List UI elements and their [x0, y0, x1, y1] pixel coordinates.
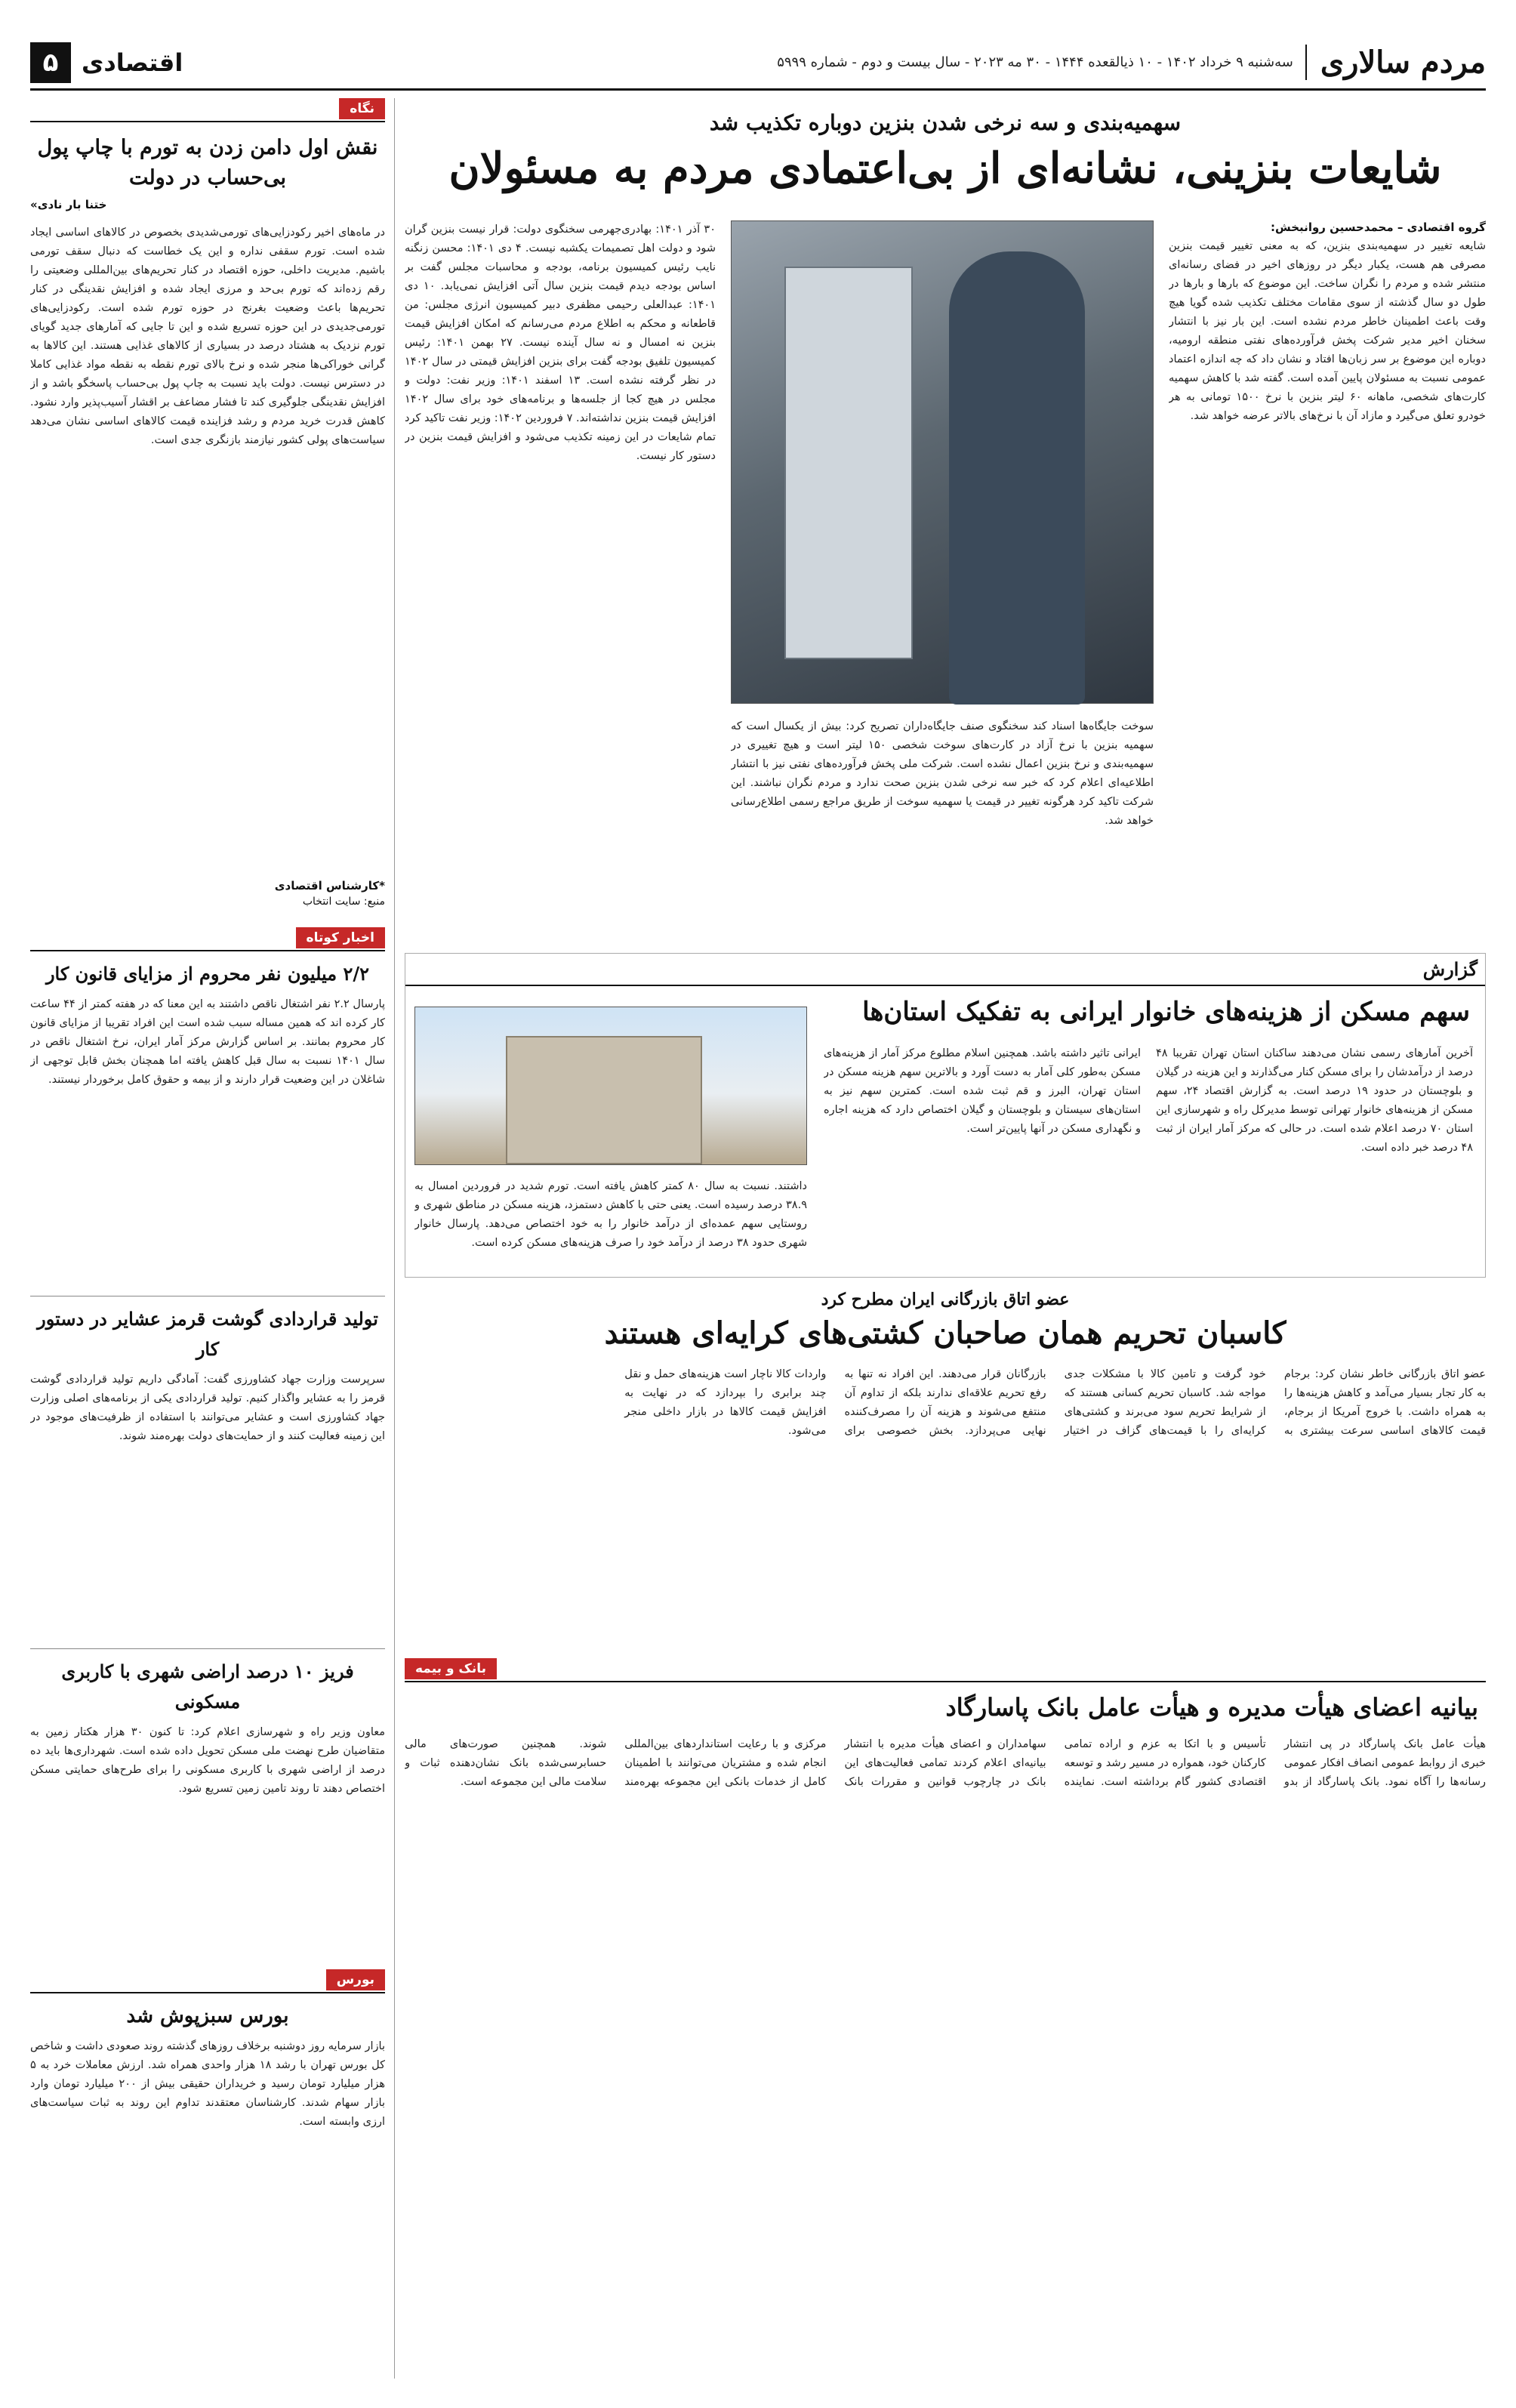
fuel-pump-shape — [784, 267, 913, 659]
brief3-divider — [30, 1648, 385, 1649]
chamber-body: عضو اتاق بازرگانی خاطر نشان کرد: برجام به کار تجار بسیار می‌آمد و کاهش هزینه‌ها را به همراه داشت. با خروج آمریکا از برجام، قیمت کالاهای اساسی سرعت بیشتری به خود گرفت و تامین کالا با مشکلات جدی مواجه شد. کاسبان تحریم کسانی هستند که از شرایط تحریم سود می‌برند و کشتی‌های کرایه‌ای را با قیمت‌های گزاف در اختیار بازرگانان قرار می‌دهند. این افراد نه تنها به رفع تحریم علاقه‌ای ندارند بلکه از تداوم آن منتفع می‌شوند و هزینه آن را مصرف‌کننده نهایی می‌پردازد. بخش خصوصی برای واردات کالا ناچار است هزینه‌های حمل و نقل چند برابری را بپردازد که در نهایت به افزایش قیمت کالاها در بازار داخلی منجر می‌شود. — [624, 1368, 1486, 1437]
report-body-b: ایرانی تاثیر داشته باشد. همچنین اسلام مطلوع مرکز آمار از هزینه‌های مسکن به‌طور کلی آمار به دست آورد و بالاترین سهم هزینه مسکن در استان تهران، البرز و قم ثبت شده است. کمترین سهم نیز به استان‌های سیستان و بلوچستان و گیلان اختصاص دارد که هزینه اجاره و نگهداری مسکن در آنها پایین‌تر است. — [824, 1047, 1141, 1135]
page-number: ۵ — [30, 42, 71, 83]
brand-logo: مردم سالاری — [1305, 45, 1486, 80]
bank-tag-row — [405, 1658, 1486, 1679]
brief1-body: پارسال ۲.۲ نفر اشتغال ناقص داشتند به این معنا که در هفته کمتر از ۴۴ ساعت کار کرده اند که همین مساله سبب شده است این افراد تقریبا از مزایای قانون کار محروم بمانند. بر اساس گزارش مرکز آمار ایران، نرخ اشتغال ناقص در سال ۱۴۰۱ نسبت به سال قبل کاهش یافته اما همچنان بخش قابل توجهی از شاغلان در این وضعیت قرار دارند و از بیمه و حقوق کامل برخوردار نیستند. — [30, 998, 385, 1086]
brief1-title: ۲/۲ میلیون نفر محروم از مزایای قانون کار — [45, 963, 370, 985]
section-name: اقتصادی — [82, 48, 183, 77]
masthead-section-group — [30, 42, 183, 83]
report-body-c: داشتند. نسبت به سال ۸۰ کمتر کاهش یافته است. تورم شدید در فروردین امسال به ۳۸.۹ درصد رسیده است. یعنی حتی با کاهش دستمزد، هزینه مسکن در مناطق شهری و روستایی سهم عمده‌ای از درآمد خانوار را به خود اختصاص می‌دهد. پارسال خانوار شهری حدود ۳۸ درصد از درآمد خود را صرف هزینه‌های مسکن کرده است. — [414, 1180, 807, 1249]
note-author: ختنا بار نادی» — [30, 198, 107, 211]
person-silhouette — [949, 251, 1085, 705]
brief2-title: تولید قراردادی گوشت قرمز عشایر در دستور کار — [37, 1308, 378, 1360]
report-body-a: آخرین آمارهای رسمی نشان می‌دهند ساکنان استان تهران تقریبا ۴۸ درصد از درآمدشان را برای مسکن کنار می‌گذارند و این هزینه در گیلان و بلوچستان در حدود ۱۹ درصد است. به گزارش اقتصاد ۲۴، سهم مسکن از هزینه‌های خانوار تهرانی توسط مدیرکل راه و شهرسازی این استان ۷۰ درصد اعلام شده است. در حالی که مرکز آمار ایران از ثبت ۴۸ درصد خبر داده است. — [1156, 1047, 1473, 1154]
bank-body: هیأت عامل بانک پاسارگاد در پی انتشار خبری از روابط عمومی انصاف افکار عمومی رسانه‌ها را آگاه نمود. بانک پاسارگاد از بدو تأسیس و با اتکا به عزم و اراده تمامی کارکنان خود، همواره در مسیر رشد و توسعه اقتصادی کشور گام برداشته است. نماینده سهامداران و اعضای هیأت مدیره با انتشار بیانیه‌ای اعلام کردند تمامی فعالیت‌های این بانک در چارچوب قوانین و مقررات بانک مرکزی و با رعایت استانداردهای بین‌المللی انجام شده و مشتریان می‌توانند با اطمینان کامل از خدمات بانکی این مجموعه بهره‌مند شوند. همچنین صورت‌های مالی حسابرسی‌شده بانک نشان‌دهنده ثبات و سلامت مالی این مجموعه است. — [405, 1738, 1486, 1788]
brief-rule — [30, 950, 385, 951]
bourse-tag: بورس — [326, 1969, 385, 1990]
note-title: نقش اول دامن زدن به تورم با چاپ پول بی‌حساب در دولت — [37, 136, 378, 190]
brief-tag-row — [30, 927, 385, 948]
brief3-body: معاون وزیر راه و شهرسازی اعلام کرد: تا کنون ۳۰ هزار هکتار زمین به متقاضیان طرح نهضت ملی مسکن تحویل داده شده است. شهرداری‌ها باید ده درصد از اراضی شهری با کاربری مسکونی را برای طرح‌های حمایتی مسکن اختصاص دهند تا روند تامین زمین تسریع شود. — [30, 1726, 385, 1795]
lead-col-right — [1169, 220, 1486, 938]
note-tag-row — [30, 98, 385, 119]
bourse-rule — [30, 1992, 385, 1993]
bourse-title: بورس سبزپوش شد — [126, 2005, 289, 2027]
report-tag-row — [405, 954, 1485, 986]
lead-body-a: شایعه تغییر در سهمیه‌بندی بنزین، که به معنی تغییر قیمت بنزین مصرفی هم هست، یکبار دیگر در روزهای اخیر در فضای رسانه‌ای منتشر شده و مردم را نگران ساخت. این موضوع که بارها و بارها در طول دو سال گذشته از سوی مقامات مختلف تکذیب شده گویا هیچ وقت باعث اطمینان خاطر مردم نشده است. این بار نیز با انتشار سخنان اخیر مدیر شرکت پخش فرآورده‌های نفتی منطقه ارومیه، دوباره این موضوع بر سر زبان‌ها افتاد و نشان داد که چه اندازه اعتماد عمومی نسبت به مسئولان پایین آمده است. گفته شد با کاهش سهمیه کارت‌های شخصی، ماهانه ۶۰ لیتر بنزین با نرخ ۱۵۰۰ تومانی به هر خودرو تعلق می‌گیرد و مازاد آن با نرخ‌های بالاتر عرضه خواهد شد. — [1169, 240, 1486, 422]
report-photo-buildings — [414, 1007, 807, 1165]
bank-rule — [405, 1681, 1486, 1682]
bourse-tag-row — [30, 1969, 385, 1990]
masthead — [30, 36, 1486, 91]
lead-body-b: سوخت جایگاه‌ها اسناد کند سخنگوی صنف جایگاه‌داران تصریح کرد: بیش از یکسال است که سهمیه بنزین با نرخ آزاد در کارت‌های سوخت شخصی ۱۵۰ لیتر است و هیچ تغییری در سهمیه‌بندی و نرخ بنزین اعمال نشده است. شرکت ملی پخش فرآورده‌های نفتی نیز با انتشار اطلاعیه‌ای اعلام کرد که خبر سه نرخی شدن بنزین صحت ندارد و مردم نگران نباشند. این شرکت تاکید کرد هرگونه تغییر در قیمت یا سهمیه سوخت از طریق مراجع رسمی اطلاع‌رسانی خواهد شد. — [731, 720, 1154, 827]
building-shape — [506, 1036, 702, 1164]
brief-tag: اخبار کوتاه — [296, 927, 385, 948]
sidebar-divider — [394, 98, 395, 2379]
dateline: سه‌شنبه ۹ خرداد ۱۴۰۲ - ۱۰ ذیالقعده ۱۴۴۴ - ۳۰ مه ۲۰۲۳ - سال بیست و دوم - شماره ۵۹۹۹ — [777, 54, 1293, 70]
lead-headline: شایعات بنزینی، نشانه‌ای از بی‌اعتمادی مردم به مسئولان — [448, 143, 1442, 193]
report-box — [405, 953, 1486, 1278]
report-headline: سهم مسکن از هزینه‌های خانوار ایرانی به تفکیک استان‌ها — [862, 997, 1470, 1027]
note-body: در ماه‌های اخیر رکودزایی‌های تورمی‌شدیدی بخصوص در کالاهای اساسی ایجاد شده است. تورم سقفی نداره و این یک خطاست که دنبال سقف تورمی باشیم. مدیریت داخلی، حوزه اقتصاد در کنار تحریم‌های بین‌المللی وضعیتی را رقم زده‌اند که تورم بی‌حد و مرزی ایجاد شده و افزایش نقدینگی در کنار تحریم‌ها باعث وضعیت بغرنج در حوزه تورم شده است. رکودزایی‌های تورمی‌جدیدی در این حوزه تسریع شده و این تا جایی که آمارهای جدید گویای تورم نزدیک به هشتاد درصد در بسیاری از کالاهای غذایی هستند. این کالاها به گرانی خوراکی‌ها منجر شده و نرخ بالای تورم نقطه به نقطه مواد غذایی کاملا در دسترس نیست. دولت باید نسبت به چاپ پول بی‌حساب پاسخگو باشد و از افزایش نقدینگی جلوگیری کند تا فشار مضاعف بر اقشار آسیب‌پذیر وارد نشود. کاهش قدرت خرید مردم و رشد فزاینده قیمت کالاهای اساسی نشان می‌دهد سیاست‌های پولی کشور نیازمند بازنگری جدی است. — [30, 227, 385, 446]
report-tag: گزارش — [1422, 958, 1477, 980]
bourse-body: بازار سرمایه روز دوشنبه برخلاف روزهای گذشته روند صعودی داشت و شاخص کل بورس تهران با رشد ۱۸ هزار واحدی همراه شد. ارزش معاملات خرد به ۵ هزار میلیارد تومان رسید و خریداران حقیقی بیش از ۲۰۰ میلیارد تومان وارد بازار سهام شدند. کارشناسان معتقدند تداوم این روند به ثبات سیاست‌های ارزی وابسته است. — [30, 2040, 385, 2128]
lead-body-c: ۳۰ آذر ۱۴۰۱: بهادری‌جهرمی سخنگوی دولت: قرار نیست بنزین گران شود و دولت اهل تصمیمات یکشبه نیست. ۴ دی ۱۴۰۱: محسن زنگنه نایب رئیس کمیسیون برنامه، بودجه و محاسبات مجلس گفت بر اساس بودجه دیدم قیمت بنزین سال آتی افزایش نمی‌یابد. ۱۰ دی ۱۴۰۱: عبدالعلی رحیمی مظفری دبیر کمیسیون انرژی مجلس: من قاطعانه و محکم به اطلاع مردم می‌رسانم که امکان افزایش قیمت بنزین نه امسال و نه سال آینده نیست. ۲۷ بهمن ۱۴۰۱: رئیس کمیسیون تلفیق بودجه گفت برای بنزین افزایش قیمتی در سال ۱۴۰۲ در نظر گرفته نشده است. ۱۳ اسفند ۱۴۰۱: وزیر نفت: دولت و مجلس در هیچ کجا از جلسه‌ها و برنامه‌های خود برای سال ۱۴۰۲ افزایش قیمت بنزین نداشته‌اند. ۷ فروردین ۱۴۰۲: وزیر نفت تاکید کرد تمام شایعات در این زمینه تکذیب می‌شود و افزایش قیمت بنزین در دستور کار نیست. — [405, 224, 716, 462]
lead-kicker: سهمیه‌بندی و سه نرخی شدن بنزین دوباره تکذیب شد — [709, 110, 1182, 135]
lead-story — [405, 106, 1486, 944]
bank-story — [405, 1658, 1486, 2383]
note-sign: *کارشناس اقتصادی — [274, 879, 385, 893]
lead-photo-fuel-station — [731, 220, 1154, 704]
note-source: منبع: سایت انتخاب — [302, 896, 385, 908]
brief2-body: سرپرست وزارت جهاد کشاورزی گفت: آمادگی داریم تولید قراردادی گوشت قرمز را به عشایر واگذار کنیم. تولید قراردادی یکی از برنامه‌های اصلی وزارت جهاد کشاورزی است و عشایر می‌توانند با استفاده از ظرفیت‌های موجود در این زمینه فعالیت کنند و از حمایت‌های دولت بهره‌مند شوند. — [30, 1374, 385, 1442]
masthead-brand-group — [777, 45, 1486, 80]
sidebar — [30, 98, 385, 2379]
note-tag: نگاه — [339, 98, 385, 119]
chamber-story — [405, 1290, 1486, 1645]
note-rule — [30, 121, 385, 122]
bank-headline: بیانیه اعضای هیأت مدیره و هیأت عامل بانک پاسارگاد — [945, 1693, 1478, 1722]
chamber-headline: کاسبان تحریم همان صاحبان کشتی‌های کرایه‌ای هستند — [604, 1315, 1286, 1351]
brief3-title: فریز ۱۰ درصد اراضی شهری با کاربری مسکونی — [61, 1660, 354, 1713]
lead-byline: گروه اقتصادی – محمدحسین روانبخش: — [1271, 220, 1486, 234]
chamber-kicker: عضو اتاق بازرگانی ایران مطرح کرد — [821, 1290, 1070, 1309]
bank-tag: بانک و بیمه — [405, 1658, 497, 1679]
